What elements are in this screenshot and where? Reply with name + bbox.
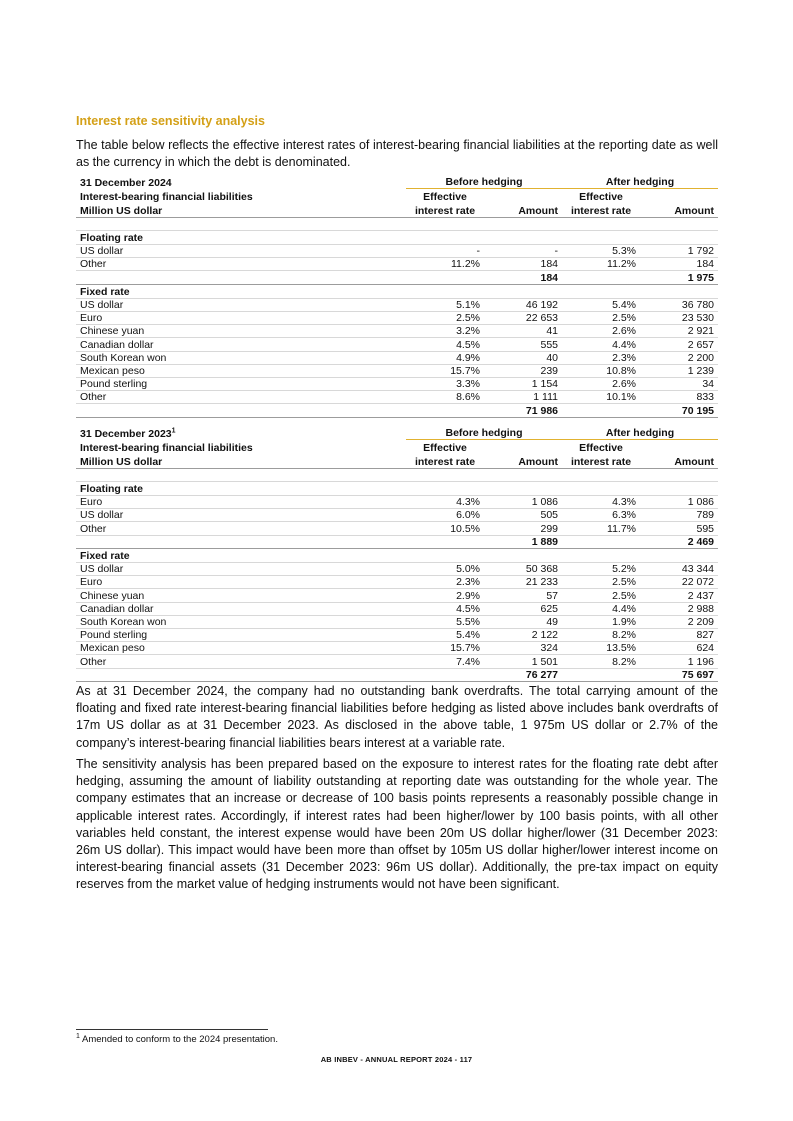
effective-rate-header: Effective xyxy=(579,191,623,203)
after-rate-cell: 2.6% xyxy=(562,325,640,338)
amount-header-spacer xyxy=(484,440,562,455)
before-amount-cell: 22 653 xyxy=(484,312,562,325)
currency-label: Pound sterling xyxy=(76,378,406,391)
table-row xyxy=(76,509,718,522)
after-rate-cell: 2.3% xyxy=(562,351,640,364)
currency-label: Canadian dollar xyxy=(76,602,406,615)
currency-label: US dollar xyxy=(76,563,406,576)
total-label-spacer xyxy=(76,668,406,682)
currency-label: Euro xyxy=(76,576,406,589)
section-spacer-cell xyxy=(484,482,562,496)
table-row xyxy=(76,496,718,509)
total-label-spacer xyxy=(76,271,406,285)
section-spacer-cell xyxy=(406,231,484,245)
section-spacer-cell xyxy=(484,284,562,298)
effective-rate-header: Effective xyxy=(423,442,467,454)
spacer-cell xyxy=(406,469,484,482)
after-rate-cell: 5.4% xyxy=(562,298,640,311)
before-amount-cell: 239 xyxy=(484,364,562,377)
before-rate-cell: 7.4% xyxy=(406,655,484,668)
table-row xyxy=(76,563,718,576)
section-spacer-cell xyxy=(484,549,562,563)
after-rate-cell: 10.8% xyxy=(562,364,640,377)
after-rate-cell: 5.3% xyxy=(562,245,640,258)
after-amount-cell: 1 086 xyxy=(640,496,718,509)
after-rate-cell: 2.5% xyxy=(562,576,640,589)
after-amount-cell: 1 239 xyxy=(640,364,718,377)
after-amount-cell: 1 792 xyxy=(640,245,718,258)
total-rate-spacer xyxy=(562,668,640,682)
before-amount-cell: 1 501 xyxy=(484,655,562,668)
table-date xyxy=(76,174,406,189)
table-date xyxy=(76,425,406,440)
after-amount-cell: 2 437 xyxy=(640,589,718,602)
section-spacer-cell xyxy=(562,284,640,298)
total-rate-spacer xyxy=(562,271,640,285)
before-rate-cell: 8.6% xyxy=(406,391,484,404)
after-hedging-header: After hedging xyxy=(562,425,718,440)
before-amount-cell: 184 xyxy=(484,258,562,271)
before-rate-cell: 4.3% xyxy=(406,496,484,509)
after-rate-cell: 1.9% xyxy=(562,615,640,628)
interest-rate-table-2023 xyxy=(76,425,718,682)
after-amount-cell: 789 xyxy=(640,509,718,522)
column-label-header: Interest-bearing financial liabilities xyxy=(80,442,253,454)
total-rate-spacer xyxy=(406,271,484,285)
table-header-row xyxy=(76,454,718,469)
before-amount-cell: - xyxy=(484,245,562,258)
before-total-cell: 1 889 xyxy=(484,535,562,549)
after-amount-cell: 34 xyxy=(640,378,718,391)
currency-label: Other xyxy=(76,391,406,404)
after-rate-cell: 11.2% xyxy=(562,258,640,271)
before-rate-cell: 4.9% xyxy=(406,351,484,364)
currency-label: Canadian dollar xyxy=(76,338,406,351)
spacer-cell xyxy=(562,469,640,482)
fixed-rate-total-row xyxy=(76,668,718,682)
currency-label: Mexican peso xyxy=(76,642,406,655)
after-rate-cell: 6.3% xyxy=(562,509,640,522)
amount-header: Amount xyxy=(640,454,718,469)
footnote-ref: 1 xyxy=(171,427,176,434)
spacer-cell xyxy=(76,469,406,482)
before-rate-cell: 11.2% xyxy=(406,258,484,271)
section-spacer-cell xyxy=(406,284,484,298)
spacer-cell xyxy=(640,469,718,482)
amount-header-spacer xyxy=(640,440,718,455)
spacer-cell xyxy=(562,218,640,231)
interest-rate-header: interest rate xyxy=(406,454,484,469)
before-rate-cell: 5.1% xyxy=(406,298,484,311)
after-rate-cell: 11.7% xyxy=(562,522,640,535)
section-label: Floating rate xyxy=(76,231,406,245)
before-rate-cell: 2.3% xyxy=(406,576,484,589)
floating-rate-section xyxy=(76,482,718,496)
after-amount-cell: 2 200 xyxy=(640,351,718,364)
table-row xyxy=(76,312,718,325)
currency-label: Chinese yuan xyxy=(76,325,406,338)
after-rate-cell: 13.5% xyxy=(562,642,640,655)
before-amount-cell: 555 xyxy=(484,338,562,351)
after-amount-cell: 22 072 xyxy=(640,576,718,589)
before-rate-cell: 3.2% xyxy=(406,325,484,338)
before-amount-cell: 40 xyxy=(484,351,562,364)
before-rate-cell: - xyxy=(406,245,484,258)
after-amount-cell: 43 344 xyxy=(640,563,718,576)
table-row xyxy=(76,576,718,589)
interest-rate-table-2024 xyxy=(76,174,718,418)
before-amount-cell: 50 368 xyxy=(484,563,562,576)
currency-label: South Korean won xyxy=(76,615,406,628)
total-label-spacer xyxy=(76,535,406,549)
before-amount-cell: 299 xyxy=(484,522,562,535)
after-amount-cell: 1 196 xyxy=(640,655,718,668)
table-date-text: 31 December 2023 xyxy=(80,427,172,440)
before-rate-cell: 4.5% xyxy=(406,602,484,615)
after-total-cell: 75 697 xyxy=(640,668,718,682)
after-amount-cell: 595 xyxy=(640,522,718,535)
currency-label: Chinese yuan xyxy=(76,589,406,602)
unit-header: Million US dollar xyxy=(76,454,406,469)
spacer-cell xyxy=(484,218,562,231)
total-rate-spacer xyxy=(406,668,484,682)
effective-rate-header: Effective xyxy=(423,191,467,203)
before-rate-cell: 2.5% xyxy=(406,312,484,325)
currency-label: Pound sterling xyxy=(76,629,406,642)
column-label-header: Interest-bearing financial liabilities xyxy=(80,191,253,203)
currency-label: Mexican peso xyxy=(76,364,406,377)
section-spacer-cell xyxy=(640,482,718,496)
total-label-spacer xyxy=(76,404,406,418)
section-spacer-cell xyxy=(406,549,484,563)
table-row xyxy=(76,655,718,668)
table-row xyxy=(76,378,718,391)
table-row xyxy=(76,522,718,535)
table-date-text: 31 December 2024 xyxy=(80,176,172,189)
sensitivity-paragraph: The sensitivity analysis has been prepared based on the exposure to interest rates for the floating rate debt after hedging, assuming the amount of liability outstanding at reporting date was outstanding for the whole year. The company estimates that an increase or decrease of 100 basis points represents a reasonably possible change in applicable interest rates. Accordingly, if interest rates had been higher/lower by 100 basis points, with all other variables held constant, the interest expense would have been 20m US dollar higher/lower (31 December 2023: 26m US dollar). This impact would have been more than offset by 105m US dollar higher/lower interest income on interest-bearing financial assets (31 December 2023: 96m US dollar). Additionally, the pre-tax impact on equity reserves from the market value of hedging instruments would not have been significant. xyxy=(76,757,718,892)
spacer-cell xyxy=(640,218,718,231)
intro-paragraph: The table below reflects the effective interest rates of interest-bearing financial liabilities at the reporting date as well as the currency in which the debt is denominated. xyxy=(76,138,718,169)
before-amount-cell: 625 xyxy=(484,602,562,615)
unit-header: Million US dollar xyxy=(76,203,406,218)
before-rate-cell: 3.3% xyxy=(406,378,484,391)
currency-label: Other xyxy=(76,655,406,668)
before-amount-cell: 41 xyxy=(484,325,562,338)
after-amount-cell: 833 xyxy=(640,391,718,404)
before-amount-cell: 46 192 xyxy=(484,298,562,311)
section-spacer-cell xyxy=(406,482,484,496)
footnote xyxy=(76,1034,278,1045)
total-rate-spacer xyxy=(406,535,484,549)
floating-rate-section xyxy=(76,231,718,245)
table-row xyxy=(76,351,718,364)
after-rate-cell: 2.6% xyxy=(562,378,640,391)
before-rate-cell: 15.7% xyxy=(406,642,484,655)
table-header-row xyxy=(76,203,718,218)
before-total-cell: 71 986 xyxy=(484,404,562,418)
section-label: Fixed rate xyxy=(76,549,406,563)
before-amount-cell: 57 xyxy=(484,589,562,602)
section-spacer-cell xyxy=(484,231,562,245)
section-title: Interest rate sensitivity analysis xyxy=(76,114,265,128)
table-row xyxy=(76,589,718,602)
table-header-row xyxy=(76,440,718,455)
table-header-row xyxy=(76,174,718,189)
after-rate-cell: 8.2% xyxy=(562,629,640,642)
table-row xyxy=(76,642,718,655)
table-spacer-row xyxy=(76,469,718,482)
before-amount-cell: 505 xyxy=(484,509,562,522)
spacer-cell xyxy=(484,469,562,482)
interest-rate-header: interest rate xyxy=(562,454,640,469)
table-row xyxy=(76,391,718,404)
effective-rate-header: Effective xyxy=(579,442,623,454)
after-amount-cell: 23 530 xyxy=(640,312,718,325)
page-footer: AB INBEV - ANNUAL REPORT 2024 - 117 xyxy=(320,1055,473,1064)
after-rate-cell: 4.4% xyxy=(562,338,640,351)
currency-label: Other xyxy=(76,258,406,271)
table-row xyxy=(76,629,718,642)
fixed-rate-total-row xyxy=(76,404,718,418)
section-spacer-cell xyxy=(640,231,718,245)
after-amount-cell: 184 xyxy=(640,258,718,271)
after-amount-cell: 2 209 xyxy=(640,615,718,628)
floating-rate-total-row xyxy=(76,535,718,549)
amount-header-spacer xyxy=(640,189,718,204)
amount-header-spacer xyxy=(484,189,562,204)
before-rate-cell: 5.0% xyxy=(406,563,484,576)
before-total-cell: 76 277 xyxy=(484,668,562,682)
interest-rate-header: interest rate xyxy=(406,203,484,218)
before-amount-cell: 324 xyxy=(484,642,562,655)
before-rate-cell: 6.0% xyxy=(406,509,484,522)
before-rate-cell: 15.7% xyxy=(406,364,484,377)
section-label: Floating rate xyxy=(76,482,406,496)
overdraft-paragraph: As at 31 December 2024, the company had no outstanding bank overdrafts. The total carrying amount of the floating and fixed rate interest-bearing financial liabilities before hedging as listed above includes bank overdrafts of 17m US dollar as at 31 December 2023. As disclosed in the above table, 1 975m US dollar or 2.7% of the company’s interest-bearing financial liabilities bears interest at a variable rate. xyxy=(76,684,718,750)
after-rate-cell: 8.2% xyxy=(562,655,640,668)
total-rate-spacer xyxy=(562,404,640,418)
total-rate-spacer xyxy=(406,404,484,418)
amount-header: Amount xyxy=(640,203,718,218)
before-amount-cell: 1 154 xyxy=(484,378,562,391)
spacer-cell xyxy=(406,218,484,231)
after-rate-cell: 4.4% xyxy=(562,602,640,615)
table-row xyxy=(76,298,718,311)
before-amount-cell: 49 xyxy=(484,615,562,628)
currency-label: US dollar xyxy=(76,298,406,311)
section-spacer-cell xyxy=(640,549,718,563)
after-rate-cell: 2.5% xyxy=(562,312,640,325)
table-spacer-row xyxy=(76,218,718,231)
after-rate-cell: 4.3% xyxy=(562,496,640,509)
amount-header: Amount xyxy=(484,454,562,469)
currency-label: US dollar xyxy=(76,245,406,258)
before-amount-cell: 21 233 xyxy=(484,576,562,589)
table-header-row xyxy=(76,189,718,204)
amount-header: Amount xyxy=(484,203,562,218)
after-rate-cell: 2.5% xyxy=(562,589,640,602)
section-spacer-cell xyxy=(562,482,640,496)
section-spacer-cell xyxy=(562,231,640,245)
table-row xyxy=(76,615,718,628)
table-row xyxy=(76,258,718,271)
currency-label: Euro xyxy=(76,496,406,509)
after-total-cell: 70 195 xyxy=(640,404,718,418)
after-total-cell: 2 469 xyxy=(640,535,718,549)
section-spacer-cell xyxy=(562,549,640,563)
fixed-rate-section xyxy=(76,284,718,298)
after-rate-cell: 10.1% xyxy=(562,391,640,404)
section-spacer-cell xyxy=(640,284,718,298)
before-amount-cell: 1 086 xyxy=(484,496,562,509)
before-amount-cell: 2 122 xyxy=(484,629,562,642)
before-rate-cell: 5.4% xyxy=(406,629,484,642)
before-rate-cell: 2.9% xyxy=(406,589,484,602)
after-total-cell: 1 975 xyxy=(640,271,718,285)
after-amount-cell: 2 657 xyxy=(640,338,718,351)
spacer-cell xyxy=(76,218,406,231)
before-total-cell: 184 xyxy=(484,271,562,285)
table-row xyxy=(76,245,718,258)
currency-label: US dollar xyxy=(76,509,406,522)
interest-rate-header: interest rate xyxy=(562,203,640,218)
section-label: Fixed rate xyxy=(76,284,406,298)
currency-label: Euro xyxy=(76,312,406,325)
after-amount-cell: 2 988 xyxy=(640,602,718,615)
table-row xyxy=(76,325,718,338)
floating-rate-total-row xyxy=(76,271,718,285)
after-amount-cell: 624 xyxy=(640,642,718,655)
after-amount-cell: 2 921 xyxy=(640,325,718,338)
currency-label: South Korean won xyxy=(76,351,406,364)
currency-label: Other xyxy=(76,522,406,535)
table-header-row xyxy=(76,425,718,440)
before-amount-cell: 1 111 xyxy=(484,391,562,404)
table-row xyxy=(76,364,718,377)
table-row xyxy=(76,602,718,615)
before-rate-cell: 10.5% xyxy=(406,522,484,535)
before-hedging-header: Before hedging xyxy=(406,174,562,189)
after-amount-cell: 827 xyxy=(640,629,718,642)
footnote-marker: 1 xyxy=(76,1032,80,1040)
table-row xyxy=(76,338,718,351)
before-hedging-header: Before hedging xyxy=(406,425,562,440)
before-rate-cell: 5.5% xyxy=(406,615,484,628)
fixed-rate-section xyxy=(76,549,718,563)
after-hedging-header: After hedging xyxy=(562,174,718,189)
footnote-divider xyxy=(76,1029,268,1030)
footnote-text: Amended to conform to the 2024 presentation. xyxy=(79,1034,278,1045)
total-rate-spacer xyxy=(562,535,640,549)
after-rate-cell: 5.2% xyxy=(562,563,640,576)
before-rate-cell: 4.5% xyxy=(406,338,484,351)
after-amount-cell: 36 780 xyxy=(640,298,718,311)
